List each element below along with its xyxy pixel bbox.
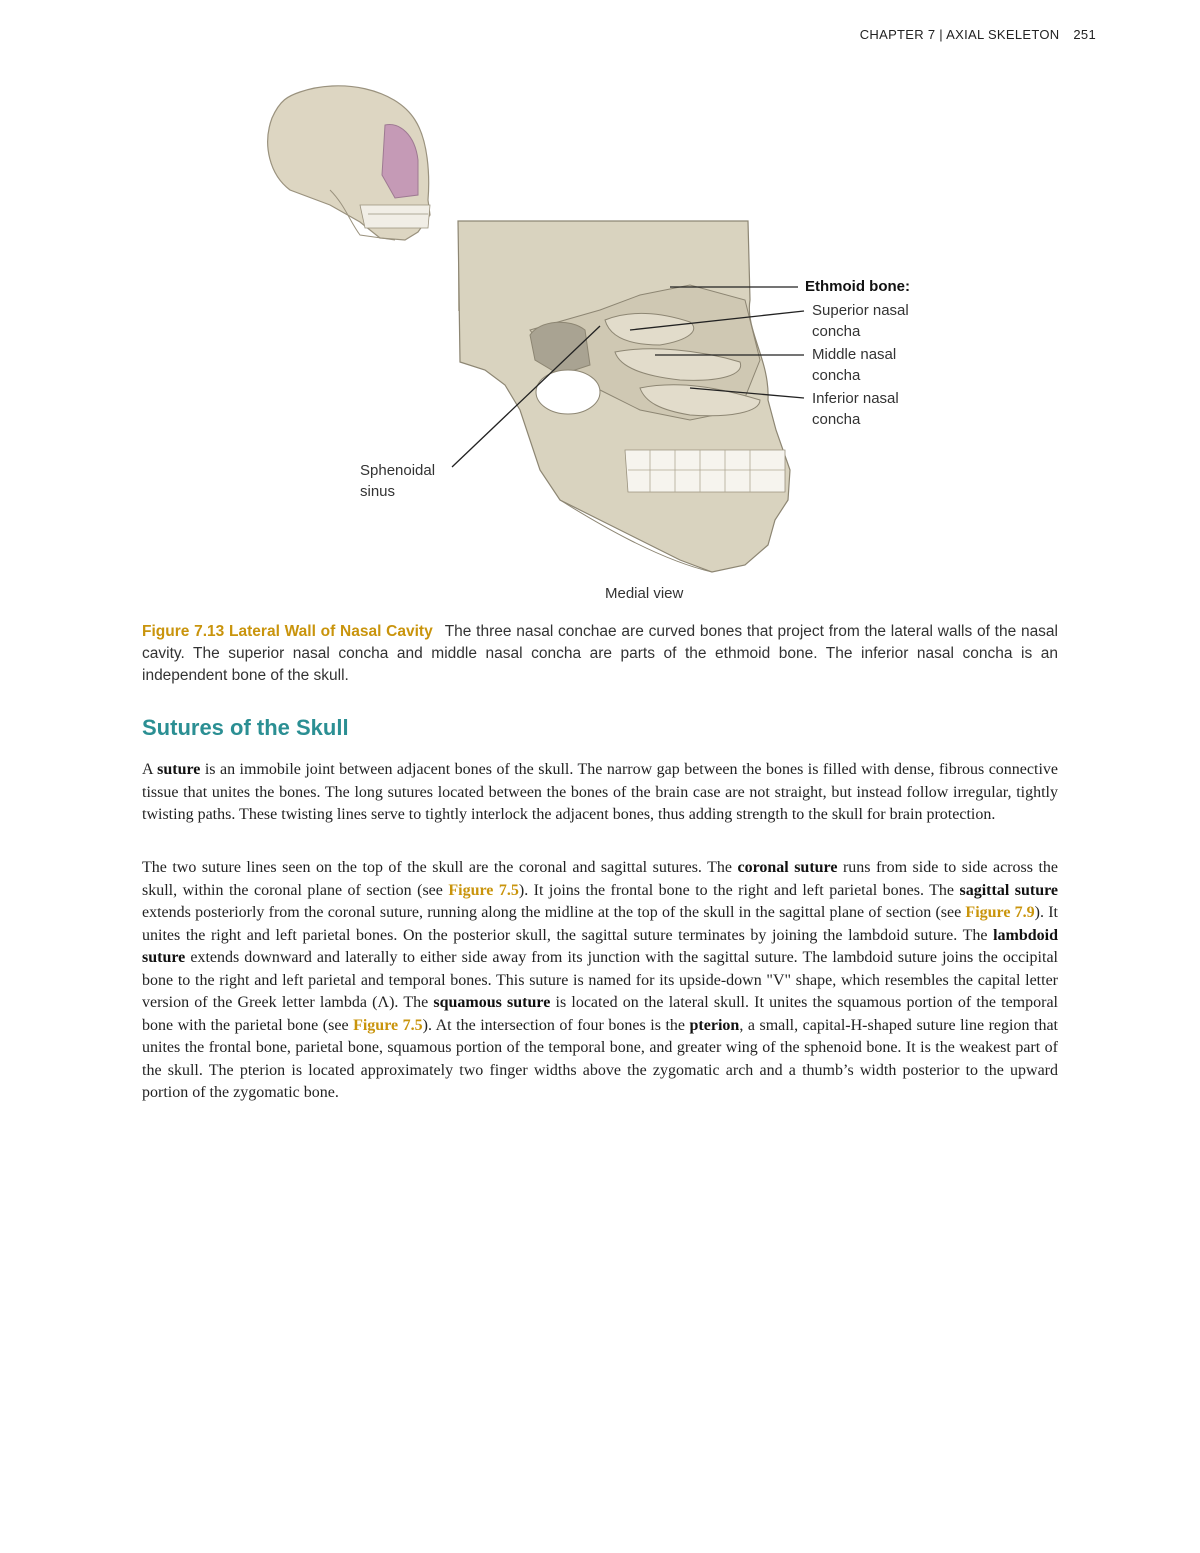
text-run: extends downward and laterally to either side away from its junction with the sagittal suture. The lambdoid suture joins the occipital bone to the right and left parietal and temporal bones. This suture is named for its upside-down "V" shape, which resembles the capital letter version of the Greek letter lambda (Λ). The — [142, 949, 1058, 1011]
text-run: ). It unites the right and left parietal bones. On the posterior skull, the sagittal suture terminates by joining the lambdoid suture. The — [142, 904, 1058, 944]
text-run: is an immobile joint between adjacent bones of the skull. The narrow gap between the bones is filled with dense, fibrous connective tissue that unites the bones. The long sutures located between the bones of the brain case are not straight, but instead follow irregular, tightly twisting paths. These twisting lines serve to tightly interlock the adjacent bones, thus adding strength to the skull for brain protection. — [142, 761, 1059, 823]
label-middle-nasal-1: Middle nasal — [812, 346, 897, 363]
link-figure-7-5[interactable]: Figure 7.5 — [353, 1016, 423, 1034]
term-squamous-suture: squamous suture — [433, 994, 551, 1011]
label-inferior-nasal-1: Inferior nasal — [812, 390, 899, 407]
term-sagittal-suture: sagittal suture — [959, 881, 1059, 899]
label-ethmoid-bone: Ethmoid bone: — [805, 278, 910, 295]
figure-number: Figure 7.13 Lateral Wall of Nasal Cavity — [142, 623, 433, 640]
label-inferior-nasal-2: concha — [812, 411, 861, 428]
text-run: is located on the lateral skull. It unites the squamous portion of the temporal bone with the parietal bone (see — [142, 994, 1058, 1034]
text-run: runs from side to side across the skull, within the coronal plane of section (see — [142, 859, 1058, 899]
page-number: 251 — [1073, 27, 1096, 42]
skull-illustration — [0, 0, 1200, 610]
paragraph-suture-types — [142, 857, 1058, 1105]
text-run: ). At the intersection of four bones is the — [422, 1016, 690, 1034]
term-coronal-suture: coronal suture — [737, 859, 838, 876]
label-middle-nasal-2: concha — [812, 367, 861, 384]
label-sphenoidal-1: Sphenoidal — [360, 462, 436, 479]
label-sphenoidal-2: sinus — [360, 483, 396, 500]
term-suture: suture — [157, 761, 201, 778]
skull-inset — [268, 86, 430, 240]
label-medial-view: Medial view — [605, 585, 684, 602]
text-run: The two suture lines seen on the top of the skull are the coronal and sagittal sutures. The — [142, 859, 738, 876]
term-pterion: pterion — [689, 1016, 740, 1034]
text-run: extends posteriorly from the coronal suture, running along the midline at the top of the skull in the sagittal plane of section (see — [142, 904, 966, 921]
text-run: A — [142, 761, 158, 778]
paragraph-suture-definition — [142, 759, 1058, 827]
chapter-title: CHAPTER 7 | AXIAL SKELETON — [859, 27, 1060, 42]
term-lambdoid-suture: lambdoid suture — [142, 926, 1058, 966]
text-run: ). It joins the frontal bone to the right and left parietal bones. The — [518, 881, 960, 899]
link-figure-7-5[interactable]: Figure 7.5 — [448, 881, 519, 899]
label-superior-nasal-1: Superior nasal — [812, 302, 909, 319]
label-superior-nasal-2: concha — [812, 323, 861, 340]
link-figure-7-9[interactable]: Figure 7.9 — [965, 904, 1035, 921]
skull-medial-view — [458, 221, 790, 572]
figure-nasal-cavity — [0, 0, 1200, 610]
caption-text: The three nasal conchae are curved bones that project from the lateral walls of the nasal cavity. The superior nasal concha and middle nasal concha are parts of the ethmoid bone. The inferior nasal concha is an independent bone of the skull. — [142, 623, 1058, 684]
section-heading: Sutures of the Skull — [142, 715, 349, 740]
figure-caption — [142, 621, 1058, 687]
text-run: , a small, capital-H-shaped suture line region that unites the frontal bone, parietal bone, squamous portion of the temporal bone, and greater wing of the sphenoid bone. It is the weakest part of the skull. The pterion is located approximately two finger widths above the zygomatic arch and a thumb’s width posterior to the upward portion of the zygomatic bone. — [142, 1016, 1058, 1101]
